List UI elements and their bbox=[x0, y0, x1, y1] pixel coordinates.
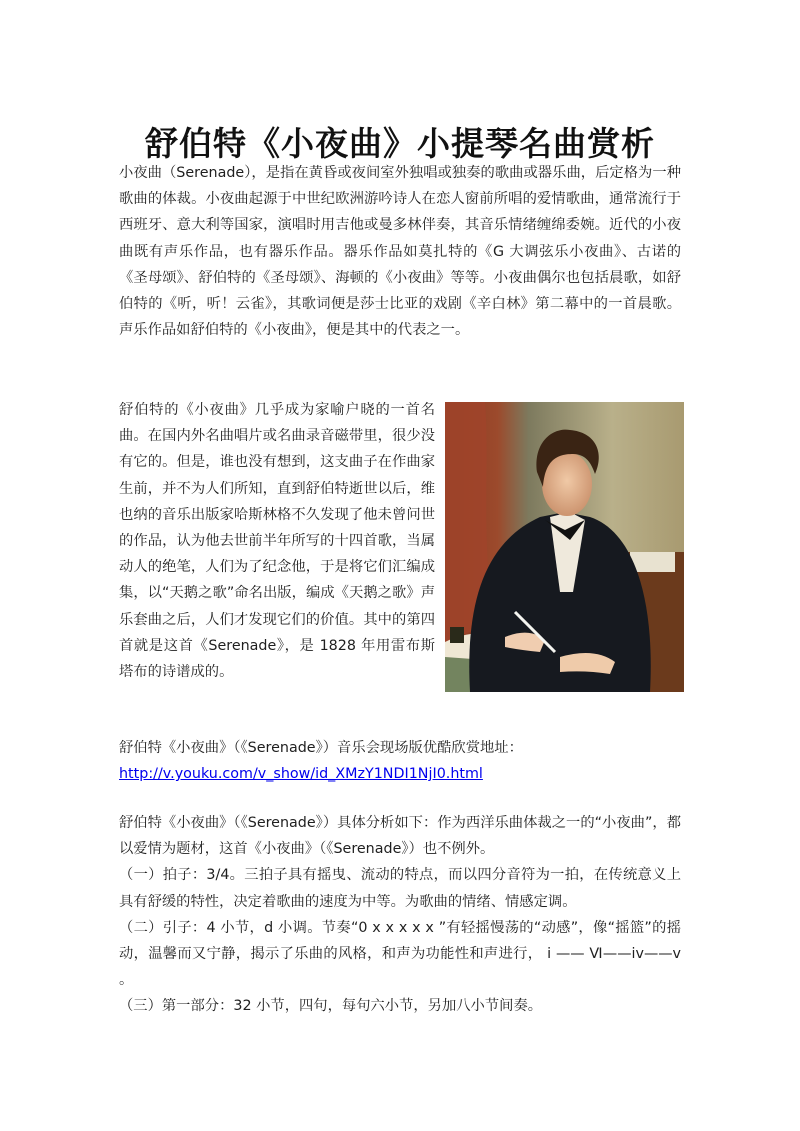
analysis-section bbox=[119, 810, 681, 1020]
document-title: 舒伯特《小夜曲》小提琴名曲赏析 bbox=[145, 124, 655, 164]
youku-video-link[interactable]: http://v.youku.com/v_show/id_XMzY1NDI1NjI0.html bbox=[119, 766, 483, 783]
video-link-label: 舒伯特《小夜曲》（《Serenade》）音乐会现场版优酷欣赏地址： bbox=[119, 740, 523, 756]
schubert-portrait-image bbox=[445, 402, 684, 692]
intro-paragraph: 小夜曲（Serenade），是指在黄昏或夜间室外独唱或独奏的歌曲或器乐曲，后定格为一种歌曲的体裁。小夜曲起源于中世纪欧洲游吟诗人在恋人窗前所唱的爱情歌曲，通常流行于西班牙、意大利等国家，演唱时用吉他或曼多林伴奏，其音乐情绪缠绵委婉。近代的小夜曲既有声乐作品，也有器乐作品。器乐作品如莫扎特的《G 大调弦乐小夜曲》、古诺的《圣母颂》、舒伯特的《圣母颂》、海顿的《小夜曲》等等。小夜曲偶尔也包括晨歌，如舒伯特的《听，听！云雀》，其歌词便是莎士比亚的戏剧《辛白林》第二幕中的一首晨歌。声乐作品如舒伯特的《小夜曲》，便是其中的代表之一。 bbox=[119, 165, 681, 339]
video-link-block bbox=[119, 735, 681, 787]
history-paragraph: 舒伯特的《小夜曲》几乎成为家喻户晓的一首名曲。在国内外名曲唱片或名曲录音磁带里，很少没有它的。但是，谁也没有想到，这支曲子在作曲家生前，并不为人们所知，直到舒伯特逝世以后，维也纳的音乐出版家哈斯林格不久发现了他未曾问世的作品，认为他去世前半年所写的十四首歌，当属动人的绝笔，人们为了纪念他，于是将它们汇编成集，以“天鹅之歌”命名出版，编成《天鹅之歌》声乐套曲之后，人们才发现它们的价值。其中的第四首就是这首《Serenade》，是 1828 年用雷布斯塔布的诗谱成的。 bbox=[119, 402, 435, 681]
analysis-intro: 舒伯特《小夜曲》（《Serenade》）具体分析如下：作为西洋乐曲体裁之一的“小夜曲”，都以爱情为题材，这首《小夜曲》（《Serenade》）也不例外。 bbox=[119, 815, 681, 858]
analysis-point-meter: （一）拍子：3/4。三拍子具有摇曳、流动的特点，而以四分音符为一拍，在传统意义上具有舒缓的特性，决定着歌曲的速度为中等。为歌曲的情绪、情感定调。 bbox=[119, 867, 681, 910]
analysis-point-part1: （三）第一部分：32 小节，四句，每句六小节，另加八小节间奏。 bbox=[119, 998, 543, 1015]
analysis-point-intro: （二）引子：4 小节，d 小调。节奏“0 x x x x x ”有轻摇慢荡的“动感”，像“摇篮”的摇动，温馨而又宁静，揭示了乐曲的风格，和声为功能性和声进行， i —— Ⅵ——iv——v 。 bbox=[119, 919, 681, 989]
